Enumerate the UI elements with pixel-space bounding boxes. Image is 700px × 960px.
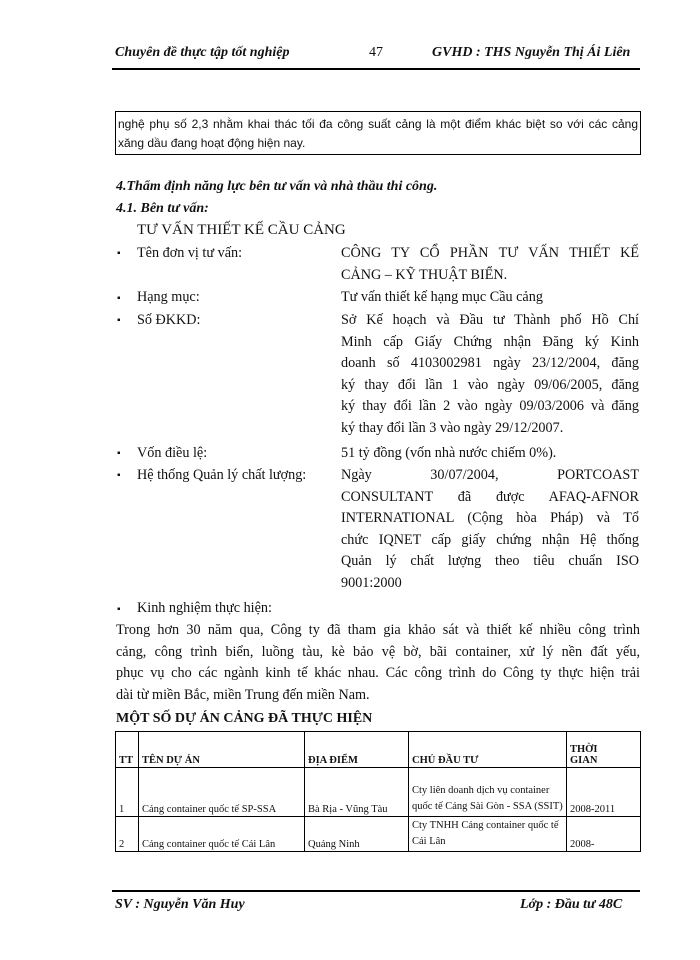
item-value-category: Tư vấn thiết kế hạng mục Cầu cảng	[341, 289, 543, 305]
projects-table	[115, 731, 641, 852]
table-header-row	[116, 732, 641, 768]
footer-class: Lớp : Đầu tư 48C	[520, 897, 623, 912]
bullet-icon: ▪	[117, 248, 121, 259]
consultant-title: TƯ VẤN THIẾT KẾ CẦU CẢNG	[137, 222, 346, 238]
bullet-icon: ▪	[117, 293, 121, 304]
page-number: 47	[369, 45, 383, 60]
cell-project-name: Cảng container quốc tế Cái Lân	[139, 817, 305, 852]
col-header-tt: TT	[116, 732, 139, 768]
item-value-consultant-name: CÔNG TY CỔ PHẦN TƯ VẤN THIẾT KẾ CẢNG – KỸ THUẬT BIỂN.	[341, 245, 639, 283]
cell-tt: 2	[116, 817, 139, 852]
item-label-quality-system: Hệ thống Quản lý chất lượng:	[137, 467, 307, 483]
cell-project-name: Cảng container quốc tế SP-SSA	[139, 768, 305, 817]
item-value-quality-system: Ngày 30/07/2004, PORTCOAST CONSULTANT đã được AFAQ-AFNOR INTERNATIONAL (Cộng hòa Pháp) và Tổ chức IQNET cấp giấy chứng nhận Hệ thống Quản lý chất lượng theo tiêu chuẩn ISO 9001:2000	[341, 467, 639, 591]
col-header-investor: CHỦ ĐẦU TƯ	[409, 732, 567, 768]
experience-paragraph: Trong hơn 30 năm qua, Công ty đã tham gia khảo sát và thiết kế nhiều công trình cảng, công trình biển, luồng tàu, kè bảo vệ bờ, bãi container, xử lý nền đất yếu, phục vụ cho các ngành kinh tế khác nhau. Các công trình do Công ty thực hiện trải dài từ miền Bắc, miền Trung đến miền Nam.	[116, 622, 640, 703]
bullet-icon: ▪	[117, 448, 121, 459]
item-label-consultant-name: Tên đơn vị tư vấn:	[137, 245, 243, 261]
item-label-category: Hạng mục:	[137, 289, 200, 305]
item-label-charter-capital: Vốn điều lệ:	[137, 445, 208, 461]
cell-investor: Cty TNHH Cảng container quốc tế Cái Lân	[409, 817, 567, 852]
cell-location: Quảng Ninh	[305, 817, 409, 852]
table-row	[116, 768, 641, 817]
header-rule	[112, 68, 640, 70]
col-header-time-text: THỜI GIAN	[570, 744, 598, 766]
table-row	[116, 817, 641, 852]
bullet-icon: ▪	[117, 604, 121, 615]
cell-investor: Cty liên doanh dịch vụ container quốc tế Cảng Sài Gòn - SSA (SSIT)	[409, 768, 567, 817]
cell-tt: 1	[116, 768, 139, 817]
item-value-charter-capital: 51 tỷ đồng (vốn nhà nước chiếm 0%).	[341, 445, 557, 461]
bullet-icon: ▪	[117, 470, 121, 481]
cell-location: Bà Rịa - Vũng Tàu	[305, 768, 409, 817]
col-header-location: ĐỊA ĐIỂM	[305, 732, 409, 768]
header-advisor: GVHD : THS Nguyễn Thị Ái Liên	[432, 45, 631, 60]
item-value-business-reg: Sở Kế hoạch và Đầu tư Thành phố Hồ Chí Minh cấp Giấy Chứng nhận Đăng ký Kinh doanh số 4103002981 ngày 23/12/2004, đăng ký thay đổi lần 1 vào ngày 09/06/2005, đăng ký thay đổi lần 2 vào ngày 09/03/2006 và đăng ký thay đổi lần 3 vào ngày 29/12/2007.	[341, 312, 639, 436]
subsection-heading: 4.1. Bên tư vấn:	[116, 201, 209, 216]
boxed-paragraph: nghệ phụ số 2,3 nhằm khai thác tối đa công suất cảng là một điểm khác biệt so với các cảng xăng dầu đang hoạt động hiện nay.	[115, 111, 641, 155]
section-heading: 4.Thẩm định năng lực bên tư vấn và nhà thầu thi công.	[116, 179, 438, 194]
col-header-project-name: TÊN DỰ ÁN	[139, 732, 305, 768]
footer-rule	[112, 890, 640, 892]
item-label-experience: Kinh nghiệm thực hiện:	[137, 600, 272, 616]
col-header-time	[567, 732, 641, 768]
bullet-icon: ▪	[117, 315, 121, 326]
cell-time: 2008-	[567, 817, 641, 852]
cell-time: 2008-2011	[567, 768, 641, 817]
header-course: Chuyên đề thực tập tốt nghiệp	[115, 45, 290, 60]
footer-student: SV : Nguyễn Văn Huy	[115, 897, 245, 912]
item-label-business-reg: Số ĐKKD:	[137, 312, 201, 328]
table-title: MỘT SỐ DỰ ÁN CẢNG ĐÃ THỰC HIỆN	[116, 711, 373, 726]
